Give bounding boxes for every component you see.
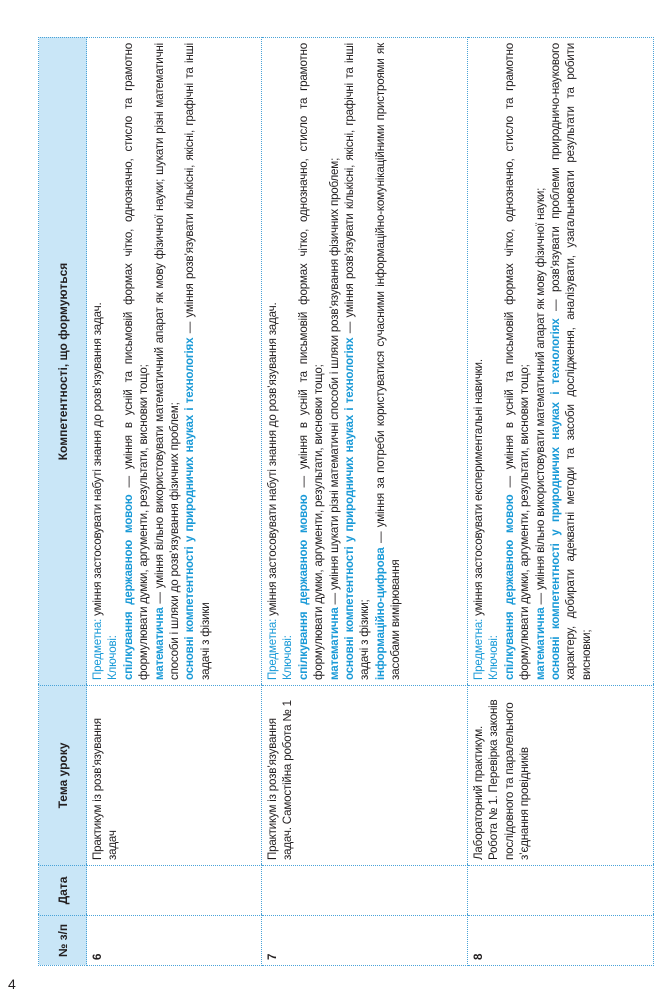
math-competence-text: — уміння вільно використовувати математичний апарат як мову фізичної науки; <box>533 187 547 608</box>
row-competencies <box>87 38 262 686</box>
row-number: 7 <box>262 916 468 966</box>
lesson-plan-table <box>38 37 654 966</box>
info-competence-label: інформаційно-цифрова <box>373 547 387 680</box>
lang-competence-text: — уміння в усній та письмовій формах чітко, однозначно, стисло та грамотно формулювати думки, аргументи, результати, висновки тощо; <box>121 43 151 680</box>
subject-label: Предметна: <box>91 618 104 680</box>
math-competence-label: математична <box>152 607 166 680</box>
column-header-date: Дата <box>39 866 87 916</box>
key-label: Ключові: <box>281 635 295 680</box>
math-competence-text: — уміння шукати різні математичні способи і шляхи розв’язування фізичних проблем; <box>327 157 341 608</box>
math-competence-label: математична <box>327 607 341 680</box>
table-row <box>468 38 654 966</box>
key-label: Ключові: <box>106 635 120 680</box>
info-competence-text: — уміння за потреби користуватися сучасними інформаційно-комунікаційними пристроями як засобами вимірювання <box>373 43 403 680</box>
table-row <box>87 38 262 966</box>
column-header-competencies: Компетентності, що формуються <box>39 38 87 686</box>
row-number: 6 <box>87 916 262 966</box>
lang-competence-label: спілкування державною мовою <box>296 494 310 680</box>
math-competence-text: — уміння вільно використовувати математичний апарат як мову фізичної науки; шукати різні математичні способи і шляхи до розв’язування фізичних проблем; <box>152 43 182 680</box>
row-date <box>87 866 262 916</box>
row-competencies <box>468 38 654 686</box>
table-header-row <box>39 38 87 966</box>
row-competencies <box>262 38 468 686</box>
row-date <box>468 866 654 916</box>
lang-competence-label: спілкування державною мовою <box>121 494 135 680</box>
table-row <box>262 38 468 966</box>
row-topic: Практикум із розв’язування задач <box>87 686 262 866</box>
science-competence-text: — розв’язувати проблеми природничо-наукового характеру, добирати адекватні методи та засоби дослідження, аналізувати, узагальнювати результати та робити висновки; <box>549 43 593 680</box>
column-header-number: № з/п <box>39 916 87 966</box>
subject-label: Предметна: <box>266 618 279 680</box>
lang-competence-label: спілкування державною мовою <box>502 494 516 680</box>
page-number: 4 <box>8 976 16 992</box>
subject-text: уміння застосовувати набуті знання до розв’язування задач. <box>91 302 104 619</box>
key-label: Ключові: <box>487 635 501 680</box>
science-competence-label: основні компетентності у природничих науках і технологіях <box>549 318 563 680</box>
science-competence-text: — уміння розв’язувати кількісні, якісні, графічні та інші задачі з фізики; <box>343 43 372 680</box>
row-number: 8 <box>468 916 654 966</box>
row-topic: Лабораторний практикум. Робота № 1. Перевірка законів послідовного та паралельного з’єднання провідників <box>468 686 654 866</box>
subject-label: Предметна: <box>472 618 485 680</box>
science-competence-text: — уміння розв’язувати кількісні, якісні, графічні та інші задачі з фізики <box>183 43 212 680</box>
lesson-plan-table-rotated <box>38 38 653 966</box>
lang-competence-text: — уміння в усній та письмовій формах чітко, однозначно, стисло та грамотно формулювати думки, аргументи, результати, висновки тощо; <box>502 43 532 680</box>
lang-competence-text: — уміння в усній та письмовій формах чітко, однозначно, стисло та грамотно формулювати думки, аргументи, результати, висновки тощо; <box>296 43 326 680</box>
math-competence-label: математична <box>533 607 547 680</box>
subject-text: уміння застосовувати набуті знання до розв’язування задач. <box>266 302 279 619</box>
subject-text: уміння застосовувати експериментальні навички. <box>472 359 485 619</box>
row-topic: Практикум із розв’язування задач. Самостійна робота № 1 <box>262 686 468 866</box>
row-date <box>262 866 468 916</box>
science-competence-label: основні компетентності у природничих науках і технологіях <box>183 337 197 680</box>
column-header-topic: Тема уроку <box>39 686 87 866</box>
science-competence-label: основні компетентності у природничих науках і технологіях <box>343 337 357 680</box>
